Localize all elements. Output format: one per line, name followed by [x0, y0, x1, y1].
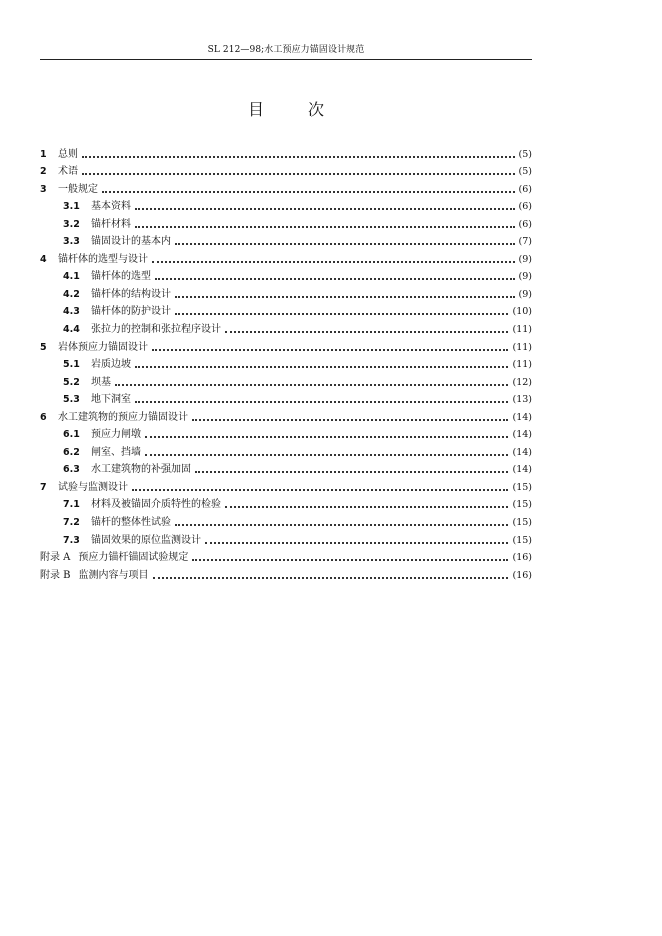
- toc-entry-title: 岩质边坡: [91, 359, 131, 371]
- toc-entry-page: (9): [518, 271, 532, 283]
- toc-entry-page: (10): [512, 306, 532, 318]
- toc-entry-title: 地下洞室: [91, 394, 131, 406]
- toc-entry-title: 锚杆材料: [91, 218, 131, 230]
- toc-entry-page: (14): [512, 411, 532, 423]
- toc-entry-page: (12): [512, 376, 532, 388]
- toc-entry-title: 术语: [58, 166, 78, 178]
- toc-entry[interactable]: [40, 231, 532, 249]
- toc-entry-number: 4.4: [63, 324, 80, 336]
- toc-dot-leader: [175, 243, 515, 245]
- toc-entry-title: 材料及被锚固介质特性的检验: [91, 499, 221, 511]
- toc-entry[interactable]: [40, 389, 532, 407]
- toc-title: 目 次: [247, 100, 338, 119]
- toc-dot-leader: [82, 173, 515, 175]
- toc-entry[interactable]: [40, 213, 532, 231]
- toc-entry-number: 7.3: [63, 534, 80, 546]
- toc-dot-leader: [175, 313, 508, 315]
- toc-entry-title: 预应力闸墩: [91, 429, 141, 441]
- running-header: SL 212—98;水工预应力锚固设计规范: [207, 45, 365, 55]
- toc-dot-leader: [175, 524, 508, 526]
- toc-entry-page: (5): [518, 148, 532, 160]
- toc-dot-leader: [145, 454, 508, 456]
- toc-entry-title: 锚固设计的基本内: [91, 236, 171, 248]
- toc-entry-number: 6.1: [63, 429, 80, 441]
- toc-entry[interactable]: [40, 564, 532, 582]
- toc-entry-title: 基本资料: [91, 201, 131, 213]
- toc-entry-page: (14): [512, 446, 532, 458]
- toc-entry[interactable]: [40, 336, 532, 354]
- toc-entry[interactable]: [40, 459, 532, 477]
- toc-entry-title: 水工建筑物的补强加固: [91, 464, 191, 476]
- toc-entry-page: (11): [512, 341, 532, 353]
- toc-dot-leader: [82, 156, 515, 158]
- toc-entry-title: 总则: [58, 148, 78, 160]
- toc-dot-leader: [153, 577, 509, 579]
- toc-entry-number: 5.1: [63, 359, 80, 371]
- toc-dot-leader: [152, 349, 508, 351]
- toc-dot-leader: [195, 471, 508, 473]
- toc-dot-leader: [135, 366, 508, 368]
- toc-entry-title: 监测内容与项目: [78, 569, 149, 581]
- toc-entry-title: 锚杆体的防护设计: [91, 306, 171, 318]
- toc-dot-leader: [135, 226, 515, 228]
- toc-entry-number: 6.3: [63, 464, 80, 476]
- toc-entry-title: 锚杆体的选型: [91, 271, 151, 283]
- toc-entry-page: (16): [512, 552, 532, 564]
- toc-entry[interactable]: [40, 161, 532, 179]
- toc-entry-number: 3.1: [63, 201, 80, 213]
- toc-dot-leader: [205, 542, 508, 544]
- toc-entry-number: 3.2: [63, 218, 80, 230]
- toc-entry-page: (15): [512, 534, 532, 546]
- toc-entry[interactable]: [40, 476, 532, 494]
- toc-entry-number: 2: [40, 166, 47, 178]
- toc-entry-page: (11): [512, 359, 532, 371]
- toc-entry[interactable]: [40, 371, 532, 389]
- toc-entry-page: (14): [512, 464, 532, 476]
- toc-dot-leader: [102, 191, 515, 193]
- toc-entry-number: 5.3: [63, 394, 80, 406]
- toc-entry[interactable]: [40, 143, 532, 161]
- toc-entry-number: 4: [40, 253, 47, 265]
- table-of-contents: [40, 143, 532, 582]
- toc-entry[interactable]: [40, 318, 532, 336]
- toc-entry-page: (6): [518, 201, 532, 213]
- toc-entry-title: 水工建筑物的预应力锚固设计: [58, 411, 188, 423]
- toc-entry-number: 5: [40, 341, 47, 353]
- toc-entry[interactable]: [40, 354, 532, 372]
- toc-entry-page: (6): [518, 183, 532, 195]
- toc-entry-title: 张拉力的控制和张拉程序设计: [91, 324, 221, 336]
- toc-entry-number: 3: [40, 183, 47, 195]
- toc-entry-page: (5): [518, 166, 532, 178]
- toc-entry-page: (15): [512, 517, 532, 529]
- toc-entry-page: (7): [518, 236, 532, 248]
- toc-entry-page: (9): [518, 288, 532, 300]
- toc-entry[interactable]: [40, 178, 532, 196]
- toc-entry[interactable]: [40, 511, 532, 529]
- toc-entry-title: 试验与监测设计: [58, 481, 128, 493]
- toc-entry-number: 附录 A: [40, 552, 71, 564]
- toc-entry-page: (9): [518, 253, 532, 265]
- toc-dot-leader: [225, 506, 508, 508]
- toc-entry-page: (6): [518, 218, 532, 230]
- toc-dot-leader: [152, 261, 515, 263]
- toc-dot-leader: [192, 559, 508, 561]
- toc-entry-page: (13): [512, 394, 532, 406]
- toc-entry-number: 5.2: [63, 376, 80, 388]
- toc-entry-number: 6: [40, 411, 47, 423]
- toc-dot-leader: [132, 489, 508, 491]
- toc-entry-title: 锚杆体的选型与设计: [58, 253, 148, 265]
- toc-entry-page: (14): [512, 429, 532, 441]
- toc-entry-title: 锚杆的整体性试验: [91, 517, 171, 529]
- toc-entry-title: 一般规定: [58, 183, 98, 195]
- toc-dot-leader: [145, 436, 508, 438]
- toc-entry-title: 岩体预应力锚固设计: [58, 341, 148, 353]
- toc-entry[interactable]: [40, 248, 532, 266]
- toc-dot-leader: [225, 331, 508, 333]
- toc-entry-page: (15): [512, 499, 532, 511]
- toc-entry[interactable]: [40, 301, 532, 319]
- toc-entry-title: 预应力锚杆锚固试验规定: [78, 552, 189, 564]
- toc-entry-title: 坝基: [91, 376, 111, 388]
- toc-dot-leader: [115, 384, 508, 386]
- toc-entry-title: 锚固效果的原位监测设计: [91, 534, 201, 546]
- toc-entry[interactable]: [40, 266, 532, 284]
- toc-entry-number: 1: [40, 148, 47, 160]
- toc-entry-number: 6.2: [63, 446, 80, 458]
- toc-dot-leader: [135, 208, 515, 210]
- toc-entry-number: 4.1: [63, 271, 80, 283]
- toc-dot-leader: [175, 296, 515, 298]
- toc-entry-page: (15): [512, 481, 532, 493]
- toc-entry-title: 锚杆体的结构设计: [91, 288, 171, 300]
- toc-entry[interactable]: [40, 547, 532, 565]
- toc-entry-number: 7: [40, 481, 47, 493]
- toc-entry[interactable]: [40, 424, 532, 442]
- toc-entry-number: 附录 B: [40, 569, 71, 581]
- toc-entry-page: (11): [512, 324, 532, 336]
- toc-entry-title: 闸室、挡墙: [91, 446, 141, 458]
- toc-entry[interactable]: [40, 529, 532, 547]
- toc-entry-number: 7.2: [63, 517, 80, 529]
- toc-entry[interactable]: [40, 196, 532, 214]
- toc-entry-number: 4.2: [63, 288, 80, 300]
- toc-entry-number: 7.1: [63, 499, 80, 511]
- toc-entry[interactable]: [40, 494, 532, 512]
- toc-entry-number: 4.3: [63, 306, 80, 318]
- toc-dot-leader: [155, 278, 515, 280]
- toc-dot-leader: [192, 419, 508, 421]
- toc-entry-number: 3.3: [63, 236, 80, 248]
- header-rule: [40, 59, 532, 60]
- toc-entry[interactable]: [40, 283, 532, 301]
- toc-entry[interactable]: [40, 441, 532, 459]
- toc-entry-page: (16): [512, 569, 532, 581]
- toc-entry[interactable]: [40, 406, 532, 424]
- toc-dot-leader: [135, 401, 508, 403]
